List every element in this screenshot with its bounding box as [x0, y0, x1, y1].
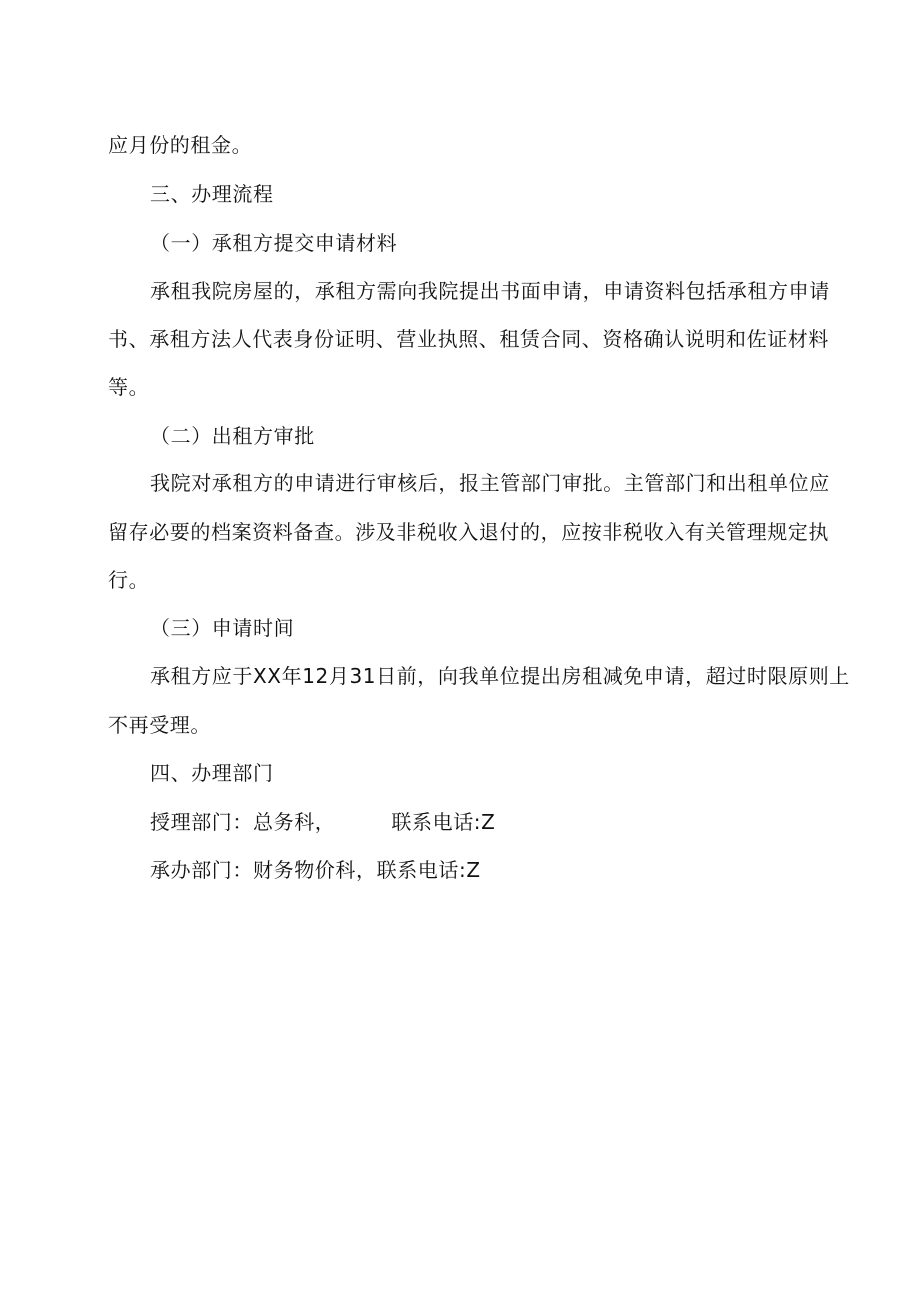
paragraph-line: 承租方应于XX年12月31日前，向我单位提出房租减免申请，超过时限原则上 — [150, 664, 850, 688]
paragraph-line: 书、承租方法人代表身份证明、营业执照、租赁合同、资格确认说明和佐证材料 — [108, 327, 829, 351]
paragraph-line: 不再受理。 — [108, 713, 211, 737]
subheading-submit-materials: （一）承租方提交申请材料 — [150, 231, 398, 255]
contact-phone: 联系电话:Z — [391, 810, 496, 834]
subheading-approval: （二）出租方审批 — [150, 424, 315, 448]
paragraph-line: 等。 — [108, 375, 150, 399]
paragraph-line: 应月份的租金。 — [108, 133, 253, 157]
paragraph-line: 我院对承租方的申请进行审核后，报主管部门审批。主管部门和出租单位应 — [150, 471, 830, 495]
section-heading-process: 三、办理流程 — [150, 182, 274, 206]
paragraph-line: 留存必要的档案资料备查。涉及非税收入退付的，应按非税收入有关管理规定执 — [108, 520, 829, 544]
section-heading-departments: 四、办理部门 — [150, 761, 274, 785]
contact-line-general-affairs — [150, 810, 495, 834]
contact-line-finance: 承办部门：财务物价科，联系电话:Z — [150, 858, 481, 882]
subheading-application-time: （三）申请时间 — [150, 616, 295, 640]
paragraph-line: 行。 — [108, 568, 150, 592]
contact-dept: 授理部门：总务科， — [150, 810, 336, 834]
paragraph-line: 承租我院房屋的，承租方需向我院提出书面申请，申请资料包括承租方申请 — [150, 279, 830, 303]
